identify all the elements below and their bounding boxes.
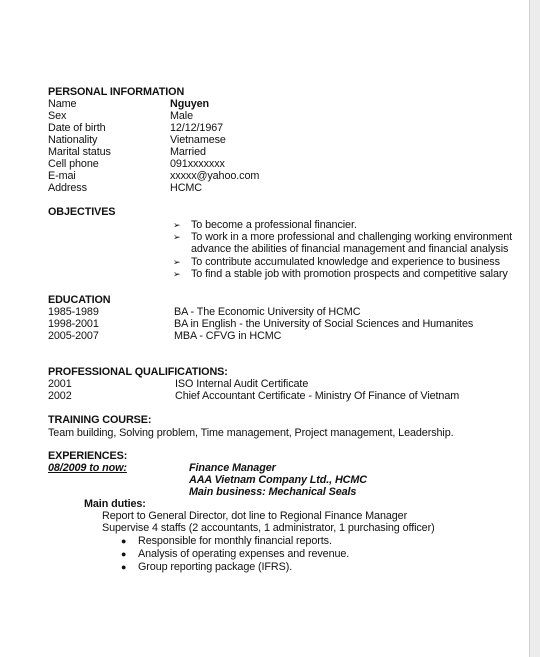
experience-period: 08/2009 to now: xyxy=(48,462,127,474)
education-heading: EDUCATION xyxy=(48,294,111,306)
personal-value-dob: 12/12/1967 xyxy=(170,122,224,134)
duty-bullet-item: Analysis of operating expenses and revenue. xyxy=(138,548,350,560)
education-years: 1985-1989 xyxy=(48,306,99,318)
training-heading: TRAINING COURSE: xyxy=(48,414,152,426)
personal-label-address: Address xyxy=(48,182,87,194)
objective-item: To work in a more professional and challenging working environment xyxy=(191,231,513,243)
personal-information-heading: PERSONAL INFORMATION xyxy=(48,86,185,98)
qualification-title: ISO Internal Audit Certificate xyxy=(175,378,309,390)
personal-label-marital: Marital status xyxy=(48,146,111,158)
objective-item-continued: advance the abilities of financial management and financial analysis xyxy=(191,243,509,255)
education-years: 1998-2001 xyxy=(48,318,99,330)
training-text: Team building, Solving problem, Time management, Project management, Leadership. xyxy=(48,427,454,439)
qualification-year: 2001 xyxy=(48,378,72,390)
duty-line: Report to General Director, dot line to Regional Finance Manager xyxy=(102,510,408,522)
arrow-bullet-icon: ➢ xyxy=(173,220,181,230)
qualifications-heading: PROFESSIONAL QUALIFICATIONS: xyxy=(48,366,228,378)
objective-item: To become a professional financier. xyxy=(191,219,357,231)
personal-value-sex: Male xyxy=(170,110,194,122)
personal-value-marital: Married xyxy=(170,146,206,158)
personal-value-email: xxxxx@yahoo.com xyxy=(170,170,260,182)
personal-label-nationality: Nationality xyxy=(48,134,98,146)
arrow-bullet-icon: ➢ xyxy=(173,257,181,267)
personal-label-sex: Sex xyxy=(48,110,67,122)
duty-line: Supervise 4 staffs (2 accountants, 1 administrator, 1 purchasing officer) xyxy=(102,522,435,534)
personal-label-email: E-mai xyxy=(48,170,76,182)
personal-value-nationality: Vietnamese xyxy=(170,134,226,146)
personal-value-name: Nguyen xyxy=(170,98,209,110)
arrow-bullet-icon: ➢ xyxy=(173,269,181,279)
qualification-year: 2002 xyxy=(48,390,72,402)
personal-label-name: Name xyxy=(48,98,77,110)
objective-item: To find a stable job with promotion prospects and competitive salary xyxy=(191,268,508,280)
experiences-heading: EXPERIENCES: xyxy=(48,450,128,462)
experience-position: Finance Manager xyxy=(189,462,276,474)
personal-value-address: HCMC xyxy=(170,182,202,194)
objectives-heading: OBJECTIVES xyxy=(48,206,116,218)
experience-business: Main business: Mechanical Seals xyxy=(189,486,357,498)
experience-company: AAA Vietnam Company Ltd., HCMC xyxy=(189,474,367,486)
personal-label-dob: Date of birth xyxy=(48,122,106,134)
bullet-icon: ● xyxy=(121,549,127,559)
main-duties-heading: Main duties: xyxy=(84,498,146,510)
duty-bullet-item: Group reporting package (IFRS). xyxy=(138,561,293,573)
education-degree: BA - The Economic University of HCMC xyxy=(174,306,361,318)
personal-label-phone: Cell phone xyxy=(48,158,99,170)
bullet-icon: ● xyxy=(121,536,127,546)
education-degree: BA in English - the University of Social Sciences and Humanites xyxy=(174,318,474,330)
education-years: 2005-2007 xyxy=(48,330,99,342)
personal-value-phone: 091xxxxxxx xyxy=(170,158,225,170)
objective-item: To contribute accumulated knowledge and experience to business xyxy=(191,256,500,268)
education-degree: MBA - CFVG in HCMC xyxy=(174,330,282,342)
arrow-bullet-icon: ➢ xyxy=(173,232,181,242)
bullet-icon: ● xyxy=(121,562,127,572)
qualification-title: Chief Accountant Certificate - Ministry Of Finance of Vietnam xyxy=(175,390,460,402)
duty-bullet-item: Responsible for monthly financial reports. xyxy=(138,535,332,547)
